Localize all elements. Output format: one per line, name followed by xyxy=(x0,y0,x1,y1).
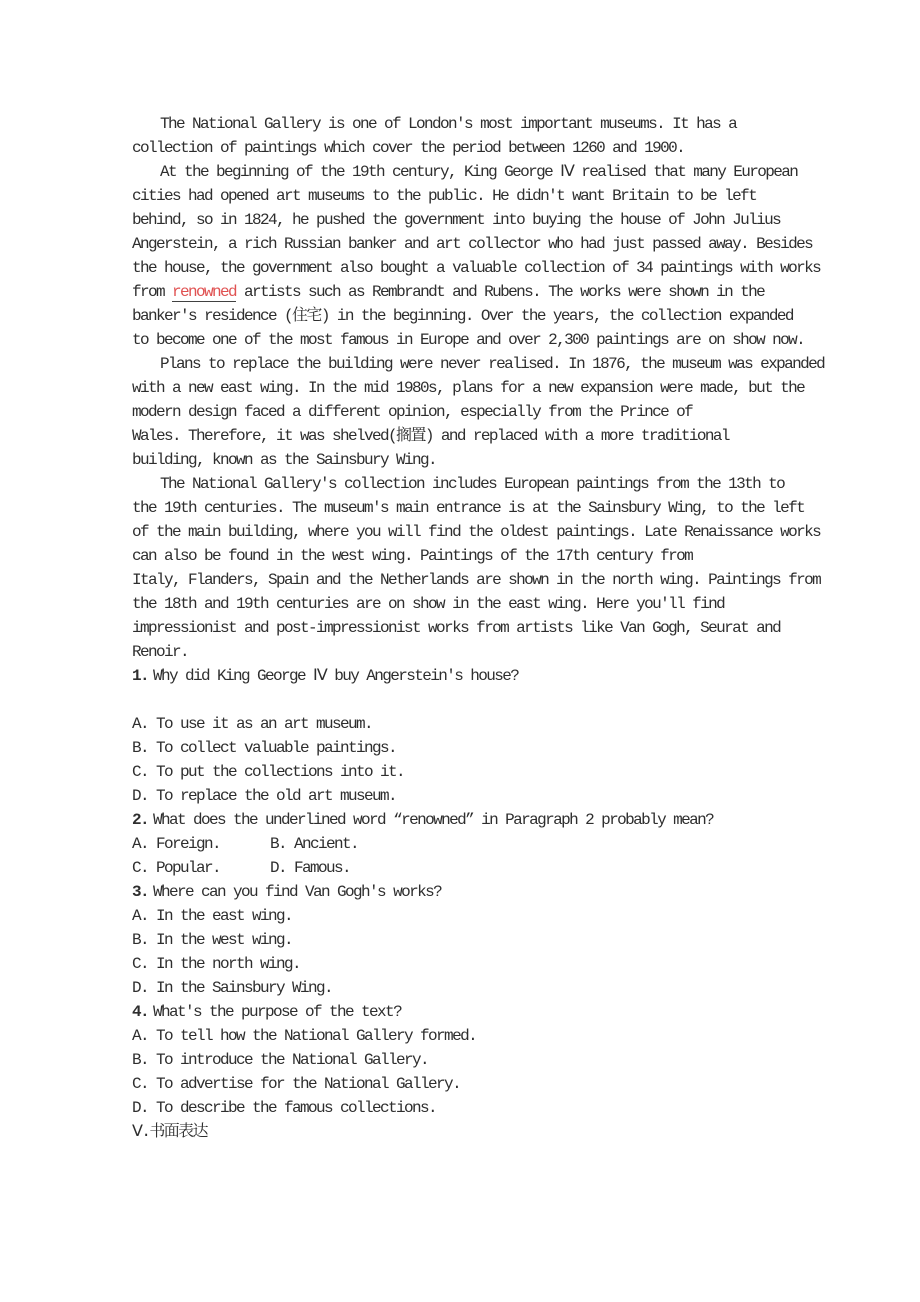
article-line: can also be found in the west wing. Paintings of the 17th century from xyxy=(132,547,693,565)
section-heading-written-expression: Ⅴ.书面表达 xyxy=(132,1123,207,1141)
option-line xyxy=(132,736,832,760)
option-line xyxy=(132,1072,832,1096)
article-line: The National Gallery's collection includes European paintings from the 13th to xyxy=(160,475,785,493)
article-line: collection of paintings which cover the period between 1260 and 1900. xyxy=(132,139,685,157)
question-line xyxy=(132,808,832,832)
option-item: D. To replace the old art museum. xyxy=(132,787,397,805)
option-item: D. Famous. xyxy=(270,859,351,877)
option-line xyxy=(132,832,832,856)
option-item: A. To tell how the National Gallery formed. xyxy=(132,1027,477,1045)
option-line xyxy=(132,952,832,976)
article-line: Renoir. xyxy=(132,643,189,661)
option-item: C. In the north wing. xyxy=(132,955,301,973)
article-line: modern design faced a different opinion, especially from the Prince of xyxy=(132,403,693,421)
article-line: Italy, Flanders, Spain and the Netherlands are shown in the north wing. Paintings from xyxy=(132,571,821,589)
article-line: of the main building, where you will find the oldest paintings. Late Renaissance works xyxy=(132,523,821,541)
question-number: 3. xyxy=(132,883,149,901)
option-item: C. Popular. xyxy=(132,859,221,877)
question-text: Where can you find Van Gogh's works? xyxy=(153,883,442,901)
article-line: the house, the government also bought a valuable collection of 34 paintings with works xyxy=(132,259,821,277)
question-text: What does the underlined word “renowned” in Paragraph 2 probably mean? xyxy=(153,811,714,829)
article-line: to become one of the most famous in Europe and over 2,300 paintings are on show now. xyxy=(132,331,805,349)
option-item: C. To advertise for the National Gallery. xyxy=(132,1075,461,1093)
text-segment: artists such as Rembrandt and Rubens. The works were shown in the xyxy=(236,283,765,301)
underlined-word-renowned: renowned xyxy=(172,283,237,301)
question-line xyxy=(132,880,832,904)
option-line xyxy=(132,784,832,808)
worksheet-text-block xyxy=(132,112,832,1144)
article-line: the 19th centuries. The museum's main entrance is at the Sainsbury Wing, to the left xyxy=(132,499,805,517)
option-item: A. In the east wing. xyxy=(132,907,293,925)
question-text: What's the purpose of the text? xyxy=(153,1003,402,1021)
text-segment: from xyxy=(132,283,173,301)
question-number: 4. xyxy=(132,1003,149,1021)
article-line: building, known as the Sainsbury Wing. xyxy=(132,451,437,469)
question-line xyxy=(132,664,832,688)
option-line xyxy=(132,976,832,1000)
option-line xyxy=(132,904,832,928)
option-item: B. In the west wing. xyxy=(132,931,293,949)
article-line: the 18th and 19th centuries are on show in the east wing. Here you'll find xyxy=(132,595,725,613)
article-line: The National Gallery is one of London's most important museums. It has a xyxy=(160,115,737,133)
option-line xyxy=(132,1048,832,1072)
option-item: B. To introduce the National Gallery. xyxy=(132,1051,429,1069)
article-line: cities had opened art museums to the public. He didn't want Britain to be left xyxy=(132,187,757,205)
article-line: Wales. Therefore, it was shelved(搁置) and replaced with a more traditional xyxy=(132,427,729,445)
article-line: with a new east wing. In the mid 1980s, plans for a new expansion were made, but the xyxy=(132,379,805,397)
option-item: D. To describe the famous collections. xyxy=(132,1099,437,1117)
article-line: Plans to replace the building were never realised. In 1876, the museum was expanded xyxy=(160,355,825,373)
question-line xyxy=(132,1000,832,1024)
reading-passage xyxy=(132,112,832,664)
blank-line xyxy=(132,688,832,712)
option-item: A. Foreign. xyxy=(132,835,221,853)
questions-section xyxy=(132,664,832,1120)
question-text: Why did King George Ⅳ buy Angerstein's house? xyxy=(153,667,519,685)
question-number: 1. xyxy=(132,667,149,685)
article-line: behind, so in 1824, he pushed the government into buying the house of John Julius xyxy=(132,211,781,229)
article-line: impressionist and post-impressionist works from artists like Van Gogh, Seurat and xyxy=(132,619,781,637)
article-line xyxy=(132,280,832,304)
option-line xyxy=(132,856,832,880)
option-item: B. Ancient. xyxy=(270,835,359,853)
option-line xyxy=(132,928,832,952)
article-line: banker's residence (住宅) in the beginning. Over the years, the collection expanded xyxy=(132,307,793,325)
article-line: Angerstein, a rich Russian banker and art collector who had just passed away. Besides xyxy=(132,235,813,253)
option-item: B. To collect valuable paintings. xyxy=(132,739,397,757)
option-item: D. In the Sainsbury Wing. xyxy=(132,979,333,997)
option-item: C. To put the collections into it. xyxy=(132,763,405,781)
option-line xyxy=(132,712,832,736)
option-line xyxy=(132,1024,832,1048)
article-line: At the beginning of the 19th century, King George Ⅳ realised that many European xyxy=(160,163,798,181)
question-number: 2. xyxy=(132,811,149,829)
option-line xyxy=(132,760,832,784)
option-item: A. To use it as an art museum. xyxy=(132,715,373,733)
option-line xyxy=(132,1096,832,1120)
